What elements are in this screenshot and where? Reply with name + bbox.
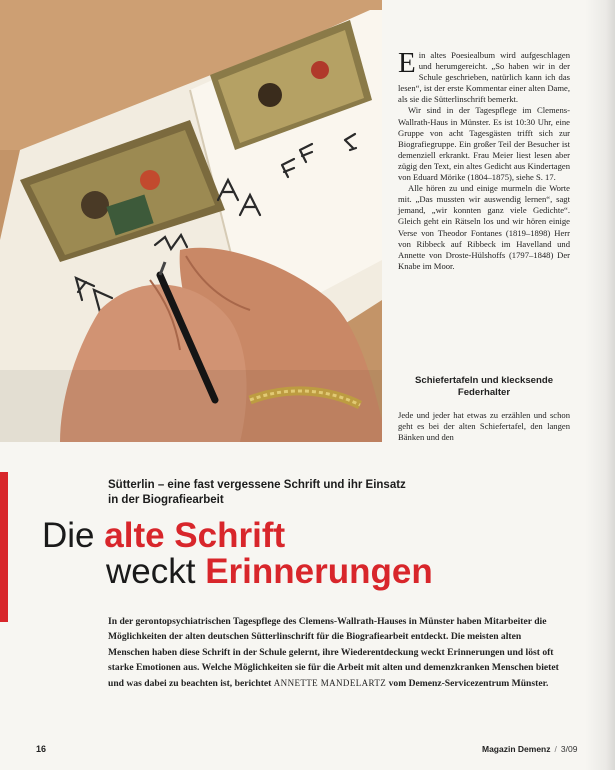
drop-cap: E xyxy=(398,47,416,79)
author-affiliation: vom Demenz-Servicezentrum Münster. xyxy=(388,677,549,689)
page-edge-shadow xyxy=(585,0,615,770)
article-title xyxy=(42,518,522,590)
body-paragraph: Wir sind in der Tagespflege im Clemens-Wallrath-Haus in Münster. Es ist 10:30 Uhr, eine Gruppe von acht Tagesgästen trifft sich zur Biografiegruppe. Ein großer Teil der Besucher ist demenziell erkrankt. Frau Meier liest lesen aber zügig den Text, ein altes Gedicht aus Kindertagen von Eduard Mörike (1804–1875), siehe S. 17. xyxy=(398,105,570,183)
title-line-1 xyxy=(42,518,522,554)
title-word: weckt xyxy=(106,552,196,591)
title-word: Die xyxy=(42,516,95,555)
publication-name: Magazin Demenz xyxy=(482,744,551,754)
title-accent-word: alte Schrift xyxy=(104,516,286,555)
body-text: in altes Poesiealbum wird aufgeschlagen und herumgereicht. „So haben wir in der Schule geschrieben, natürlich kann ich das lesen“, ist der erste Kommentar einer alten Dame, als sie die Sütterlinschrift bemerkt. xyxy=(398,50,570,105)
photo-hands-writing-icon xyxy=(0,0,382,442)
body-paragraph: Jede und jeder hat etwas zu erzählen und schon geht es bei der alten Schiefertafel, den langen Bänken und den xyxy=(398,410,570,443)
body-paragraph: Alle hören zu und einige murmeln die Worte mit. „Das mussten wir auswendig lernen“, sagt jemand, „wir konnten ganz viele Gedichte“. Gleich geht ein Rätseln los und wir hören einige Verse von Theodor Fontanes (1819–1898) Herr von Ribbeck auf Ribbeck im Havelland und Annette von Droste-Hülshoffs (1797–1848) Der Knabe im Moor. xyxy=(398,183,570,271)
issue-number: 3/09 xyxy=(560,744,578,754)
article-body-continued xyxy=(398,410,570,443)
article-lead xyxy=(108,614,563,691)
title-line-2 xyxy=(42,554,522,590)
page-number: 16 xyxy=(36,744,47,754)
author-name: ANNETTE MANDELARTZ xyxy=(273,677,387,688)
section-heading: Schiefertafeln und klecksende Federhalter xyxy=(414,375,554,398)
article-body-column xyxy=(398,47,570,272)
accent-bar xyxy=(0,472,8,622)
title-accent-word: Erinnerungen xyxy=(205,552,433,591)
lead-text: In der gerontopsychiatrischen Tagespflege des Clemens-Wallrath-Hauses in Münster haben Mitarbeiter die Möglichkeiten der alten deutschen Sütterlinschrift für die Biografiearbeit entdeckt. Die meisten alten Menschen haben diese Schrift in der Schule gelernt, ihre Wiederentdeckung weckt Erinnerungen und löst oft starke Emotionen aus. Welche Möglichkeiten sie für die Arbeit mit alten und demenzkranken Menschen bietet und was dabei zu beachten ist, berichtet xyxy=(108,616,559,689)
publication-footer xyxy=(482,744,577,754)
article-subtitle: Sütterlin – eine fast vergessene Schrift und ihr Einsatz in der Biografiearbeit xyxy=(108,479,406,506)
footer-separator: / xyxy=(554,744,557,754)
body-paragraph xyxy=(398,47,570,105)
article-photo xyxy=(0,0,382,442)
